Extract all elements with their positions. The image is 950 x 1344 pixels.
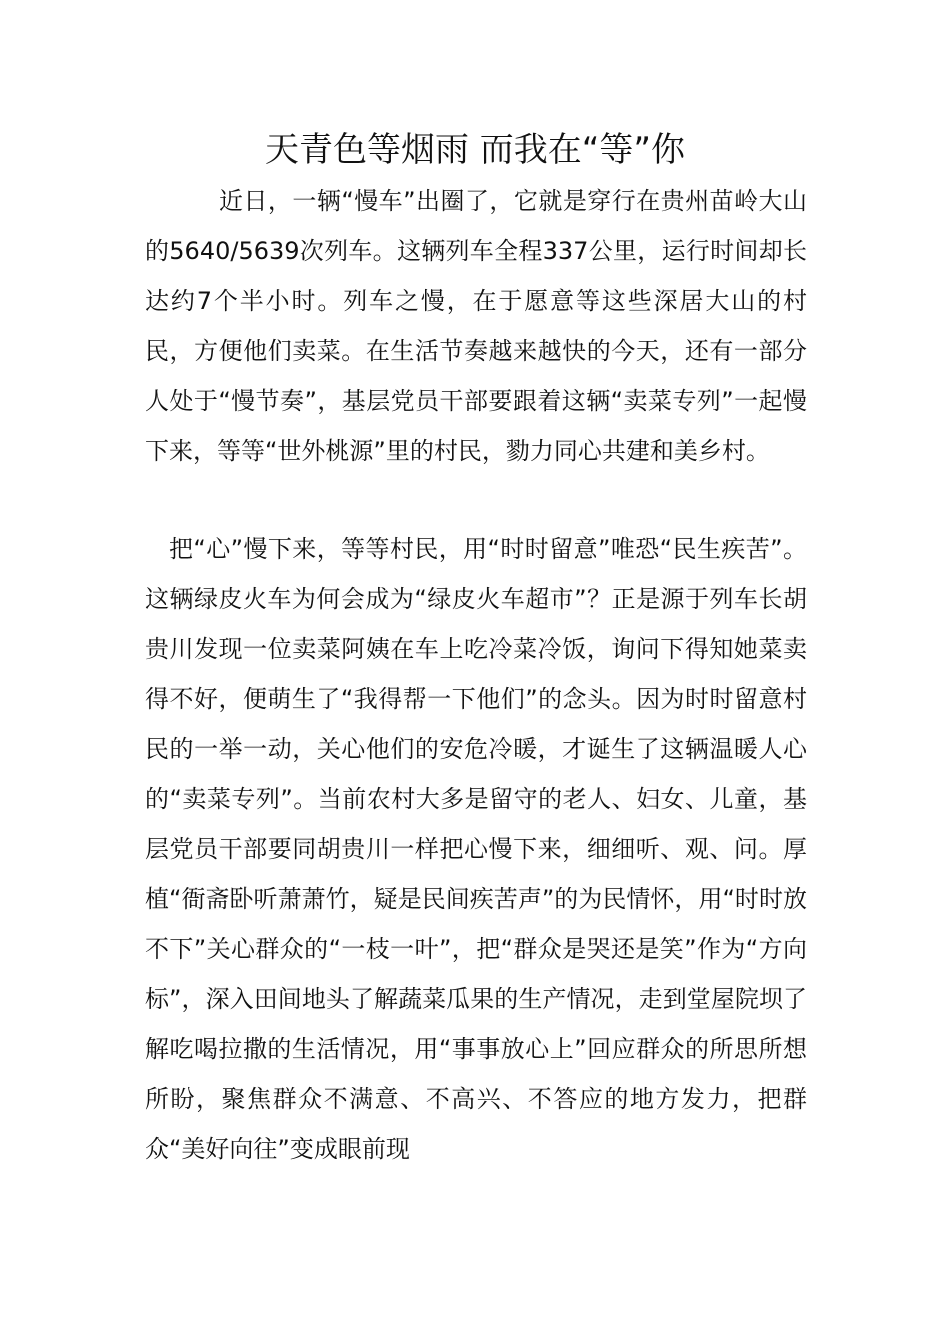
document-title: 天青色等烟雨 而我在“等”你 (264, 130, 686, 170)
paragraph-1: 近日，一辆“慢车”出圈了，它就是穿行在贵州苗岭大山的5640/5639次列车。这辆列车全程337公里，运行时间却长达约7个半小时。列车之慢，在于愿意等这些深居大山的村民，方便他们卖菜。在生活节奏越来越快的今天，还有一部分人处于“慢节奏”，基层党员干部要跟着这辆“卖菜专列”一起慢下来，等等“世外桃源”里的村民，勠力同心共建和美乡村。 (145, 187, 807, 465)
paragraph-2: 把“心”慢下来，等等村民，用“时时留意”唯恐“民生疾苦”。这辆绿皮火车为何会成为“绿皮火车超市”？正是源于列车长胡贵川发现一位卖菜阿姨在车上吃冷菜冷饭，询问下得知她菜卖得不好，便萌生了“我得帮一下他们”的念头。因为时时留意村民的一举一动，关心他们的安危冷暖，才诞生了这辆温暖人心的“卖菜专列”。当前农村大多是留守的老人、妇女、儿童，基层党员干部要同胡贵川一样把心慢下来，细细听、观、问。厚植“衙斋卧听萧萧竹，疑是民间疾苦声”的为民情怀，用“时时放不下”关心群众的“一枝一叶”，把“群众是哭还是笑”作为“方向标”，深入田间地头了解蔬菜瓜果的生产情况，走到堂屋院坝了解吃喝拉撒的生活情况，用“事事放心上”回应群众的所思所想所盼，聚焦群众不满意、不高兴、不答应的地方发力，把群众“美好向往”变成眼前现 (145, 535, 807, 1163)
